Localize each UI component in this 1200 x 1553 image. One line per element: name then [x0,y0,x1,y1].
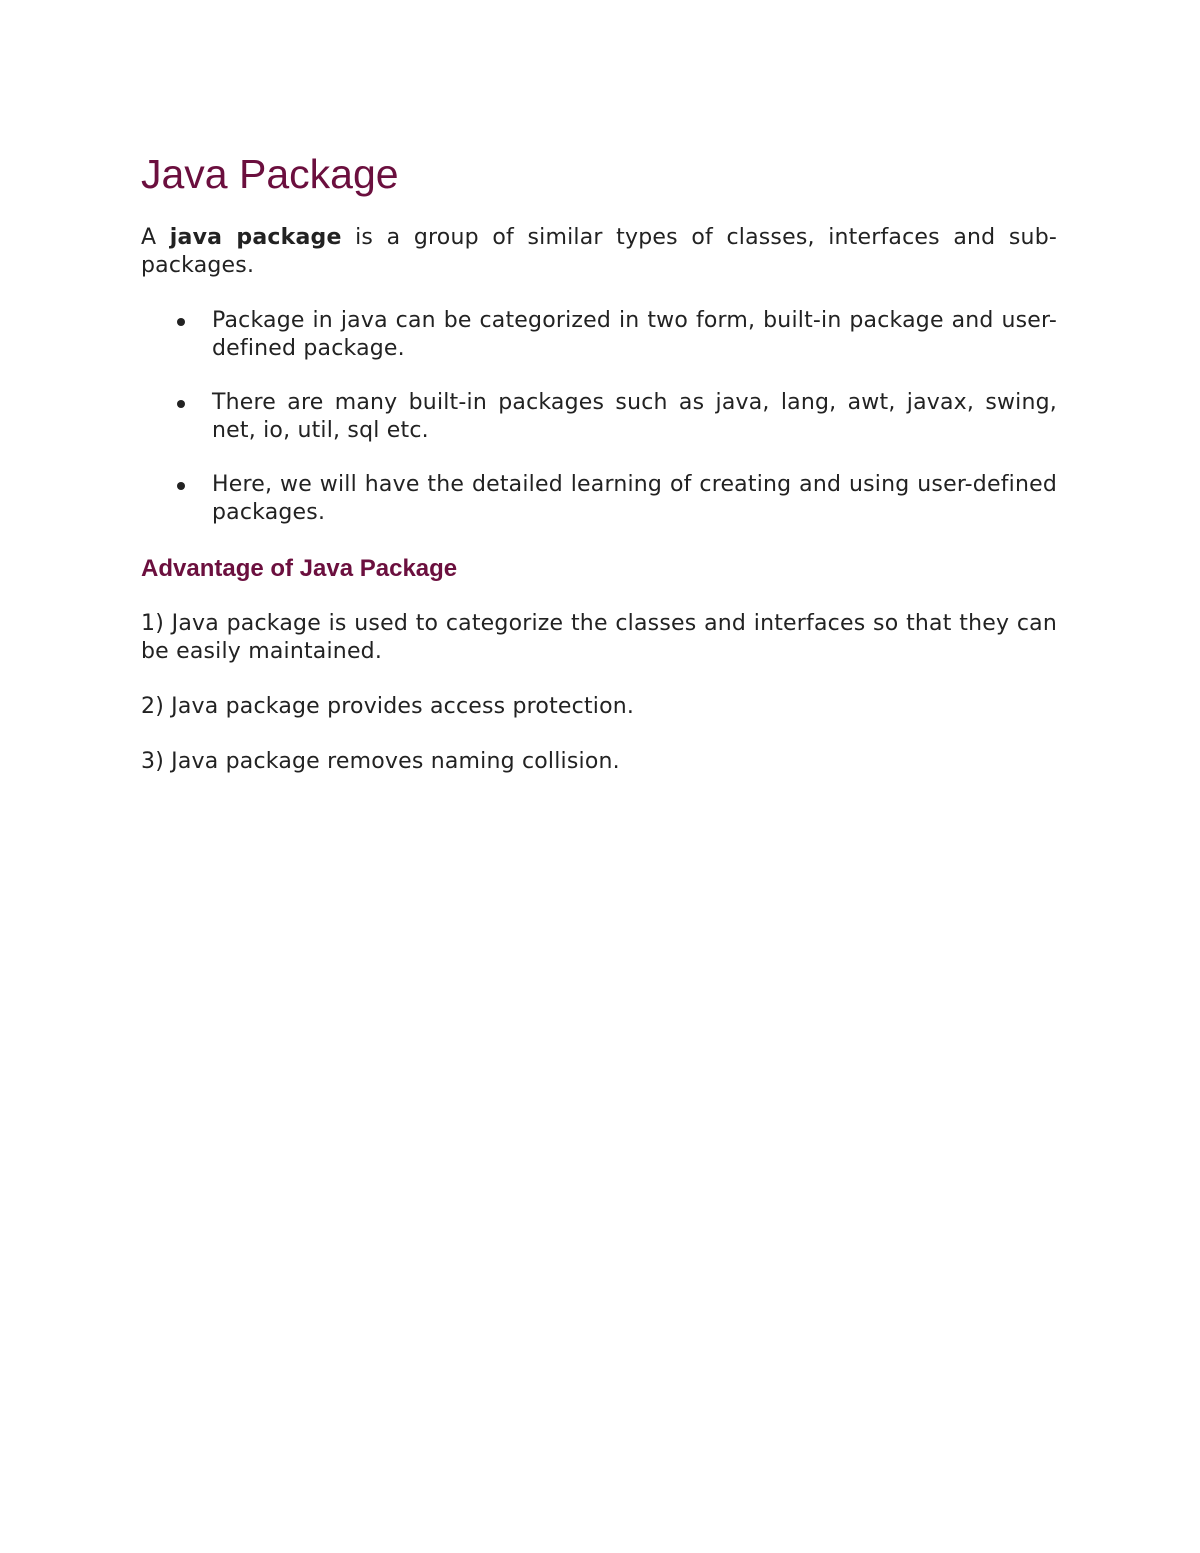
intro-bold-term: java package [169,225,342,250]
list-item [141,471,1057,527]
list-item-text: There are many built-in packages such as java, lang, awt, javax, swing, net, io, util, sql etc. [212,390,1057,443]
bullet-dot-icon [177,482,185,490]
section-heading: Advantage of Java Package [141,555,458,582]
intro-prefix: A [141,225,170,250]
bullet-dot-icon [177,318,185,326]
bullet-list [141,307,1057,527]
list-item [141,307,1057,363]
list-item-text: Here, we will have the detailed learning of creating and using user-defined packages. [212,472,1057,525]
page-title: Java Package [141,151,399,197]
advantage-item: 1) Java package is used to categorize the classes and interfaces so that they can be easily maintained. [141,611,1057,664]
intro-paragraph [141,224,1057,280]
list-item [141,389,1057,445]
list-item-text: Package in java can be categorized in two form, built-in package and user-defined package. [212,308,1057,361]
bullet-dot-icon [177,400,185,408]
advantage-item: 2) Java package provides access protection. [141,694,635,719]
advantage-item: 3) Java package removes naming collision. [141,749,620,774]
intro-suffix: is a group of similar types of classes, interfaces and sub-packages. [141,225,1057,278]
document-page [141,148,1057,803]
